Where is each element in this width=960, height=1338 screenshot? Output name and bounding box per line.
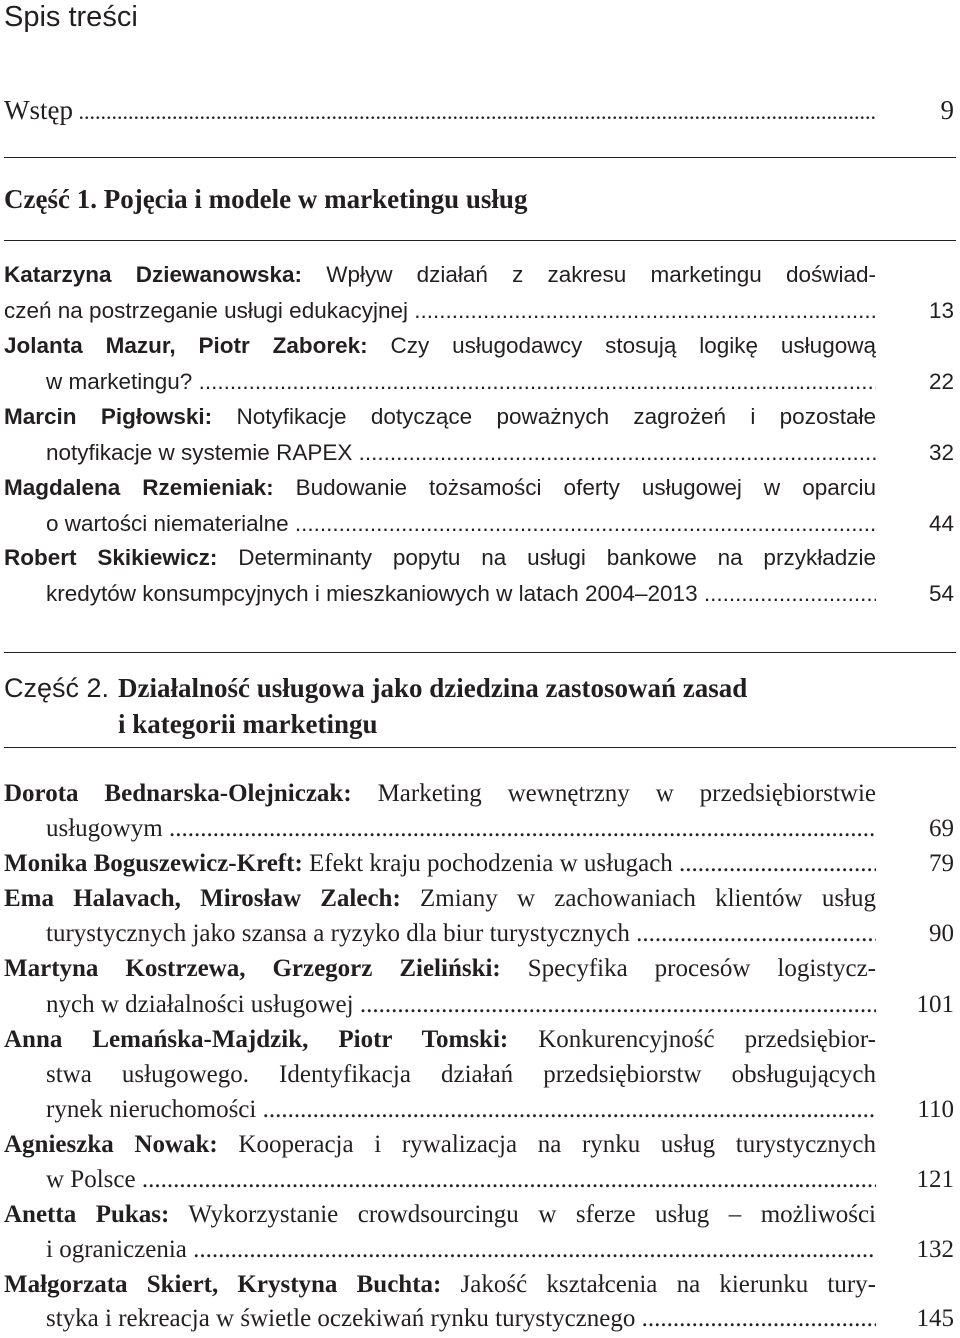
divider — [4, 157, 956, 158]
entry-title-line1: Wykorzystanie crowdsourcingu w sferze usług – możliwości — [188, 1201, 876, 1228]
entry-title-line1: Efekt kraju pochodzenia w usługach — [309, 850, 673, 877]
entry-title-line1: Kooperacja i rywalizacja na rynku usług turystycznych — [238, 1131, 876, 1158]
entry-page: 69 — [929, 815, 954, 842]
entry-title-line1: Specyfika procesów logistycz- — [527, 955, 876, 982]
entry-title-line1: Determinanty popytu na usługi bankowe na przykładzie — [238, 545, 876, 570]
entry-title-line2: styka i rekreacja w świetle oczekiwań rynku turystycznego — [46, 1305, 636, 1332]
entry-title-line2: notyfikacje w systemie RAPEX — [46, 440, 353, 465]
part2-label: Część 2. — [4, 673, 110, 703]
entry-title-line2: stwa usługowego. Identyfikacja działań przedsiębiorstw obsługujących — [46, 1061, 876, 1088]
entry-title-line1: Konkurencyjność przedsiębior- — [538, 1026, 876, 1053]
entry-title-line2: kredytów konsumpcyjnych i mieszkaniowych w latach 2004–2013 — [46, 581, 698, 606]
entry-title-line1: Jakość kształcenia na kierunku tury- — [460, 1271, 876, 1298]
entry-title-line2: w marketingu? — [46, 369, 193, 394]
entry-page: 145 — [916, 1305, 954, 1332]
entry-page: 110 — [917, 1096, 954, 1123]
entry-author: Ema Halavach, Mirosław Zalech: — [4, 885, 401, 912]
divider — [4, 747, 956, 748]
entry-author: Marcin Pigłowski: — [4, 404, 213, 429]
entry-title-line1: Marketing wewnętrzny w przedsiębiorstwie — [377, 780, 876, 807]
intro-page: 9 — [940, 95, 954, 125]
entry-page: 13 — [928, 298, 954, 323]
entry-page: 32 — [928, 440, 954, 465]
entry-page: 90 — [929, 920, 954, 947]
entry-page: 79 — [929, 850, 954, 877]
entry-author: Katarzyna Dziewanowska: — [4, 262, 303, 287]
entry-author: Małgorzata Skiert, Krystyna Buchta: — [4, 1271, 442, 1298]
entry-author: Agnieszka Nowak: — [4, 1131, 218, 1158]
part1-label: Część 1. — [4, 184, 97, 214]
entry-author: Martyna Kostrzewa, Grzegorz Zieliński: — [4, 955, 501, 982]
entry-author: Anetta Pukas: — [4, 1201, 170, 1228]
entry-title-line1: Budowanie tożsamości oferty usługowej w oparciu — [295, 475, 876, 500]
part2-title-line2: i kategorii marketingu — [118, 709, 378, 739]
entry-title-line1: Zmiany w zachowaniach klientów usług — [420, 885, 876, 912]
toc-heading: Spis treści — [4, 1, 138, 33]
entry-title-line2: czeń na postrzeganie usługi edukacyjnej — [4, 298, 409, 323]
part1-heading — [4, 181, 527, 217]
entry-title-line2: w Polsce — [46, 1166, 136, 1193]
entry-title-line3: rynek nieruchomości — [46, 1096, 257, 1123]
entry-author: Dorota Bednarska-Olejniczak: — [4, 780, 352, 807]
entry-title-line2: o wartości niematerialne — [46, 511, 289, 536]
entry-title-line2: nych w działalności usługowej — [46, 991, 354, 1018]
entry-author: Monika Boguszewicz-Kreft: — [4, 850, 303, 877]
entry-title-line2: usługowym — [46, 815, 163, 842]
entry-page: 121 — [916, 1166, 954, 1193]
entry-author: Jolanta Mazur, Piotr Zaborek: — [4, 333, 368, 358]
toc-entry-intro[interactable] — [4, 92, 876, 130]
entry-title-line1: Notyfikacje dotyczące poważnych zagrożeń i pozostałe — [236, 404, 876, 429]
part1-title: Pojęcia i modele w marketingu usług — [103, 184, 528, 214]
entry-page: 54 — [928, 581, 954, 606]
entry-title-line2: turystycznych jako szansa a ryzyko dla biur turystycznych — [46, 920, 630, 947]
entry-author: Magdalena Rzemieniak: — [4, 475, 274, 500]
part2-heading — [4, 670, 904, 742]
divider — [4, 652, 956, 653]
divider — [4, 240, 956, 241]
part2-title-line1: Działalność usługowa jako dziedzina zastosowań zasad — [118, 673, 748, 703]
entry-page: 22 — [928, 369, 954, 394]
entry-page: 101 — [916, 991, 954, 1018]
entry-page: 132 — [916, 1236, 954, 1263]
entry-page: 44 — [928, 511, 954, 536]
entry-title-line1: Wpływ działań z zakresu marketingu doświad- — [326, 262, 876, 287]
intro-title: Wstęp — [4, 95, 73, 125]
entry-author: Anna Lemańska-Majdzik, Piotr Tomski: — [4, 1026, 509, 1053]
entry-title-line2: i ograniczenia — [46, 1236, 187, 1263]
entry-title-line1: Czy usługodawcy stosują logikę usługową — [390, 333, 876, 358]
entry-author: Robert Skikiewicz: — [4, 545, 218, 570]
